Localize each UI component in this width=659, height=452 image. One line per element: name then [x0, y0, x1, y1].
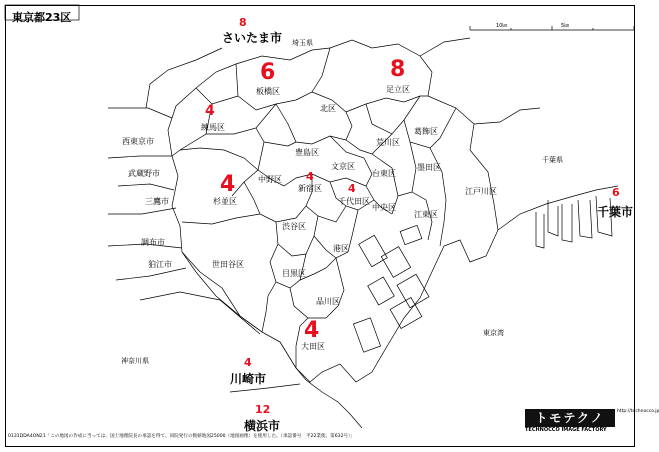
scale-bar — [470, 26, 634, 30]
ward-boundary — [262, 282, 276, 332]
pref-label: 神奈川県 — [121, 357, 149, 365]
outer-city-label: 狛江市 — [148, 260, 172, 269]
map-title: 東京都23区 — [12, 11, 72, 24]
city-label: 川崎市 — [230, 372, 267, 386]
city-label: 横浜市 — [244, 419, 281, 433]
ward-label: 大田区 — [301, 342, 325, 351]
ward-count: 4 — [304, 318, 320, 343]
ward-label: 北区 — [320, 104, 336, 113]
copyright-footer: 0131DDA4ON21「この地図の作成に当っては、国土地理院長の承認を得て、同院発行の数値地図25000（地図画像）を使用した。（承認番号 平22業使、第632号）」 — [8, 434, 356, 439]
ward-count: 8 — [390, 57, 406, 82]
ward-boundary — [306, 206, 346, 222]
ward-label: 荒川区 — [376, 138, 400, 147]
ward-boundary — [264, 142, 296, 146]
outer-city-label: 三鷹市 — [145, 197, 169, 206]
ward-count: 4 — [220, 172, 236, 197]
brand-logo — [525, 403, 659, 433]
ward-outer-boundary — [168, 40, 498, 382]
scale-label-5: 5㎞ — [561, 23, 570, 29]
ward-label: 世田谷区 — [212, 260, 244, 269]
ward-label: 渋谷区 — [282, 222, 306, 231]
pref-boundary — [474, 108, 540, 124]
ward-label: 板橋区 — [256, 87, 280, 96]
ward-label: 練馬区 — [201, 123, 225, 132]
outer-city-label: 武蔵野市 — [128, 169, 160, 178]
ward-boundary — [180, 148, 258, 170]
ward-boundary — [290, 258, 344, 318]
chiba-coast — [536, 212, 544, 248]
ward-boundary — [346, 96, 428, 112]
pref-label: 東京湾 — [483, 329, 504, 337]
kanagawa-line — [140, 292, 260, 334]
city-label: 千葉市 — [597, 205, 634, 219]
city-boundary — [108, 208, 176, 214]
ward-label: 豊島区 — [295, 148, 319, 157]
coastline-south — [296, 368, 362, 428]
ward-count: 4 — [306, 170, 314, 183]
reclaimed-land — [353, 318, 380, 352]
ward-boundary — [182, 214, 260, 224]
logo-tagline: TECHNOCCO IMAGE FACTORY — [525, 427, 607, 433]
ward-label: 中野区 — [258, 175, 282, 184]
ward-label: 港区 — [333, 244, 349, 253]
ward-boundary — [232, 128, 264, 196]
outer-city-label: 調布市 — [141, 238, 165, 247]
pref-label: 千葉県 — [542, 156, 563, 164]
ward-label: 文京区 — [331, 162, 355, 171]
city-count: 8 — [239, 16, 247, 29]
ward-label: 千代田区 — [338, 197, 370, 206]
ward-boundary — [398, 142, 416, 196]
reclaimed-land — [368, 277, 395, 305]
ward-boundary — [312, 92, 352, 140]
ward-count: 4 — [348, 182, 356, 195]
ward-label: 中央区 — [372, 203, 396, 212]
ward-count: 6 — [260, 60, 276, 85]
city-boundary — [108, 156, 172, 158]
ward-count: 4 — [205, 103, 215, 119]
logo-url: http://technocco.jp — [617, 409, 659, 414]
logo-wordmark: トモテクノ — [525, 409, 615, 427]
city-count: 12 — [255, 403, 271, 416]
ward-label: 杉並区 — [213, 197, 237, 206]
ward-label: 目黒区 — [282, 269, 306, 278]
ward-label: 江戸川区 — [465, 187, 497, 196]
outer-city-label: 西東京市 — [122, 137, 154, 146]
chiba-coast — [562, 204, 572, 242]
city-count: 4 — [244, 356, 252, 369]
ward-label: 台東区 — [372, 169, 396, 178]
city-count: 6 — [612, 186, 620, 199]
ward-label: 墨田区 — [417, 163, 441, 172]
reclaimed-land — [359, 235, 388, 267]
ward-label: 新宿区 — [298, 184, 322, 193]
city-label: さいたま市 — [222, 31, 283, 45]
ward-boundary — [196, 88, 238, 104]
reclaimed-land — [381, 247, 410, 278]
ward-label: 江東区 — [414, 210, 438, 219]
city-boundary — [118, 184, 174, 190]
ward-label: 葛飾区 — [414, 127, 438, 136]
chiba-coast — [578, 200, 592, 238]
chiba-coast — [548, 200, 558, 236]
scale-label-10: 10㎞ — [496, 23, 508, 29]
ward-boundary — [270, 244, 306, 288]
ward-label: 品川区 — [316, 297, 340, 306]
city-boundary — [108, 108, 172, 118]
pref-label: 埼玉県 — [292, 39, 313, 47]
ward-label: 足立区 — [386, 85, 410, 94]
reclaimed-land — [400, 225, 422, 244]
pref-boundary — [420, 38, 470, 56]
ward-boundary — [236, 48, 330, 110]
